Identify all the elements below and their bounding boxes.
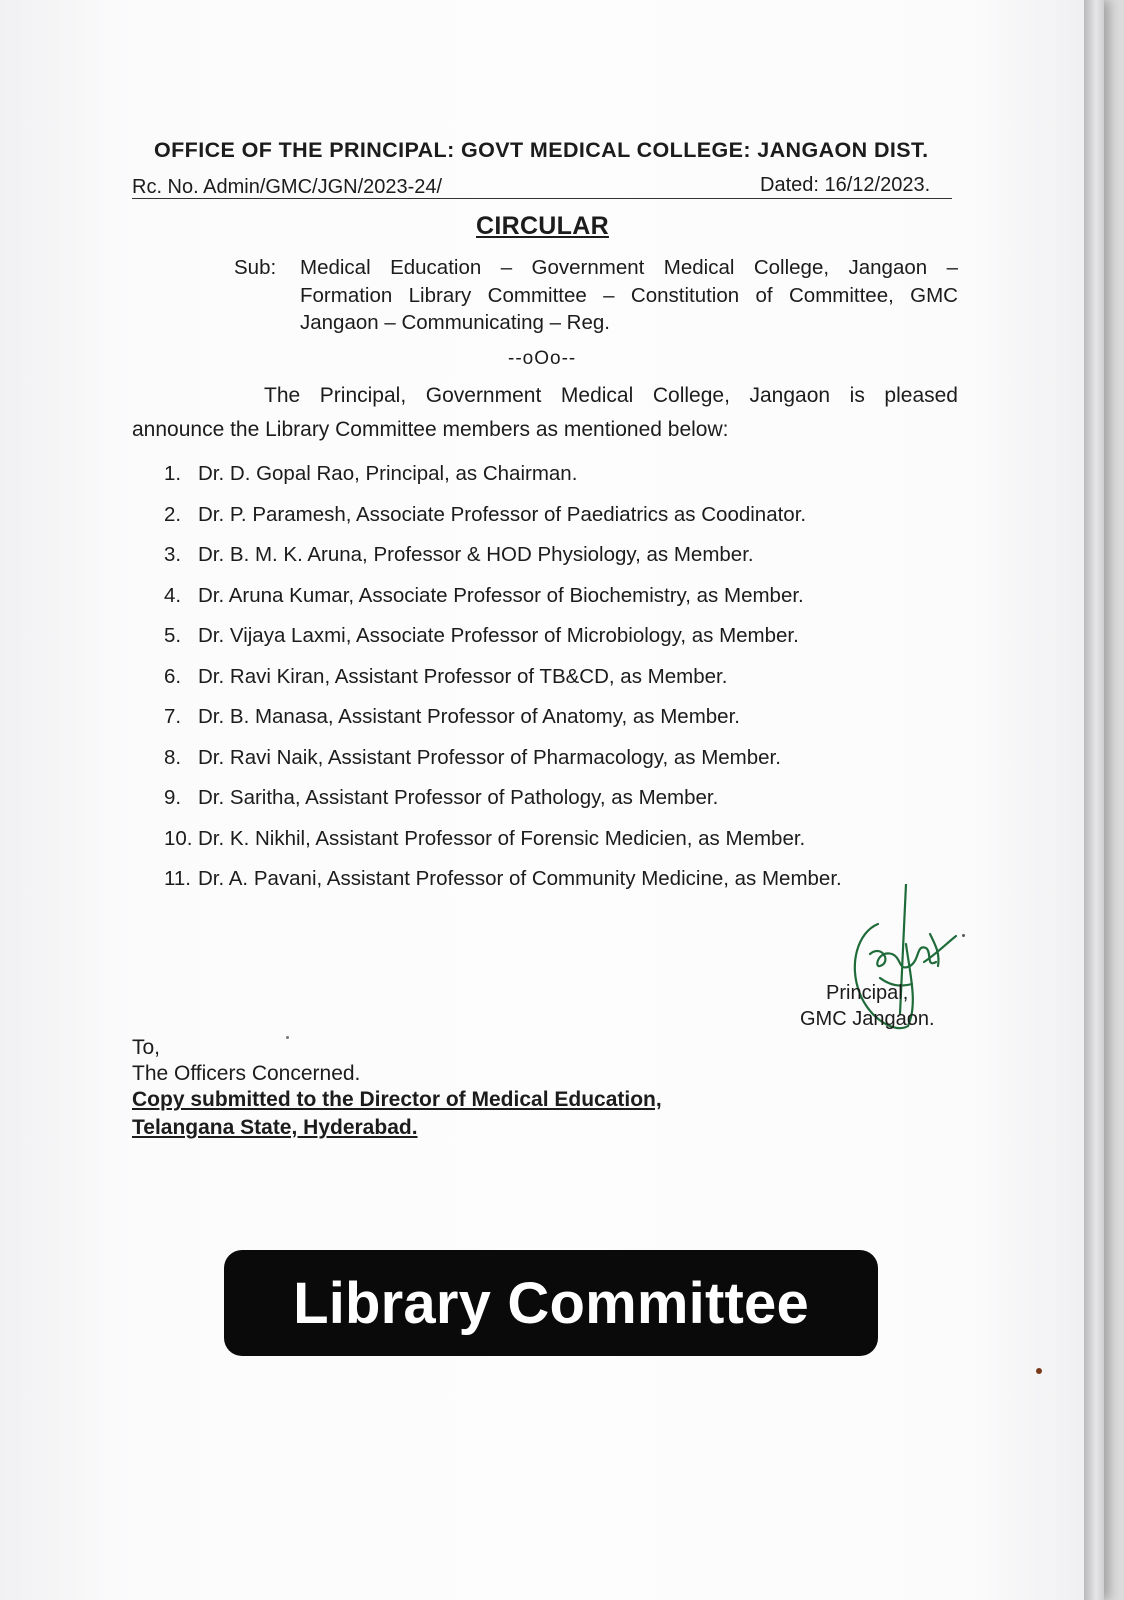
list-item [164, 827, 842, 868]
item-text: Dr. Aruna Kumar, Associate Professor of Biochemistry, as Member. [198, 583, 804, 607]
item-text: Dr. B. M. K. Aruna, Professor & HOD Physiology, as Member. [198, 543, 754, 566]
item-number: 7. [164, 705, 182, 728]
reference-underline [132, 198, 952, 199]
item-number: 11. [164, 867, 191, 890]
list-item [164, 462, 842, 503]
circular-title: CIRCULAR [476, 212, 609, 240]
item-text: Dr. Ravi Kiran, Assistant Professor of TB&CD, as Member. [198, 664, 728, 688]
item-number: 8. [164, 745, 182, 769]
office-heading: OFFICE OF THE PRINCIPAL: GOVT MEDICAL COLLEGE: JANGAON DIST. [154, 138, 929, 162]
list-item [164, 665, 842, 706]
list-item [164, 624, 842, 665]
separator: --oOo-- [508, 348, 577, 369]
to-label: To, [132, 1036, 161, 1059]
body-line-1: The Principal, Government Medical College, Jangaon is pleased [264, 384, 958, 407]
item-text: Dr. P. Paramesh, Associate Professor of Paediatrics as Coodinator. [198, 502, 807, 526]
list-item [164, 705, 842, 746]
list-item [164, 746, 842, 787]
item-number: 9. [164, 786, 182, 809]
item-text: Dr. Vijaya Laxmi, Associate Professor of Microbiology, as Member. [198, 624, 799, 647]
item-number: 5. [164, 624, 182, 647]
date-line: Dated: 16/12/2023. [760, 174, 931, 196]
member-list [164, 462, 842, 908]
list-item [164, 543, 842, 584]
item-text: Dr. Saritha, Assistant Professor of Pathology, as Member. [198, 786, 719, 809]
item-number: 3. [164, 543, 182, 566]
subject-line: Jangaon – Communicating – Reg. [300, 311, 610, 334]
page-edge [1084, 0, 1104, 1600]
list-item [164, 867, 842, 908]
library-committee-banner [224, 1250, 878, 1356]
recipient-officers: The Officers Concerned. [132, 1062, 361, 1085]
item-number: 10. [164, 826, 193, 850]
item-number: 6. [164, 664, 182, 688]
reference-number: Rc. No. Admin/GMC/JGN/2023-24/ [132, 176, 443, 198]
banner-label: Library Committee [293, 1270, 809, 1336]
item-text: Dr. Ravi Naik, Assistant Professor of Pharmacology, as Member. [198, 745, 781, 769]
body-line-2: announce the Library Committee members as mentioned below: [132, 418, 729, 441]
speck [286, 1036, 289, 1039]
subject-line: Formation Library Committee – Constitution of Committee, GMC [300, 283, 958, 307]
subject-line: Medical Education – Government Medical College, Jangaon – [300, 256, 958, 279]
subject-label: Sub: [234, 256, 277, 279]
list-item [164, 786, 842, 827]
signatory-place: GMC Jangaon. [800, 1008, 935, 1030]
item-text: Dr. B. Manasa, Assistant Professor of Anatomy, as Member. [198, 705, 740, 728]
speck [962, 934, 965, 937]
item-text: Dr. A. Pavani, Assistant Professor of Community Medicine, as Member. [198, 867, 842, 890]
signatory-title: Principal, [826, 982, 909, 1004]
list-item [164, 584, 842, 625]
item-text: Dr. D. Gopal Rao, Principal, as Chairman. [198, 462, 578, 485]
item-number: 2. [164, 502, 182, 526]
item-number: 4. [164, 583, 182, 607]
item-number: 1. [164, 462, 182, 485]
speck [1036, 1368, 1042, 1374]
subject-text [300, 254, 958, 337]
copy-to-line-2: Telangana State, Hyderabad. [132, 1116, 418, 1139]
item-text: Dr. K. Nikhil, Assistant Professor of Forensic Medicien, as Member. [198, 826, 806, 850]
copy-to-line-1: Copy submitted to the Director of Medical Education, [132, 1088, 662, 1111]
list-item [164, 503, 842, 544]
